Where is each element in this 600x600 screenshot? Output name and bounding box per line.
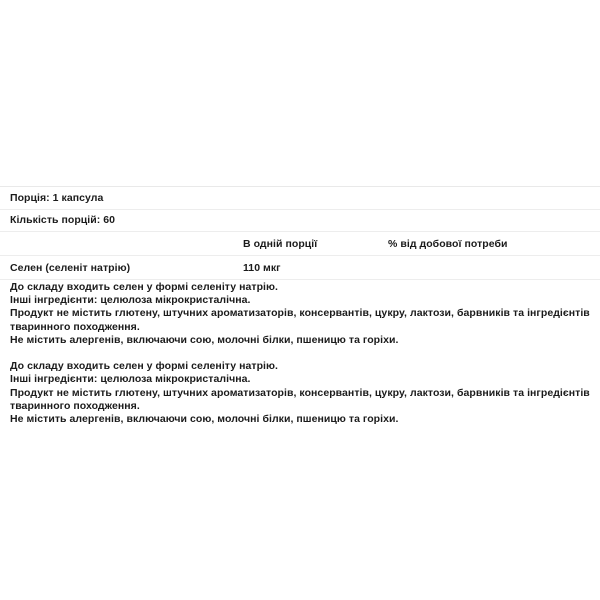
column-header-amount <box>243 232 388 256</box>
supplement-facts-table <box>0 186 600 280</box>
table-row-servings-per-container <box>0 209 600 232</box>
note-line-composition: До складу входить селен у формі селеніту натрію. <box>10 360 278 373</box>
nutrient-name-cell <box>0 256 243 280</box>
nutrient-name-text: Селен (селеніт натрію) <box>10 261 131 274</box>
ingredient-note-block <box>10 360 590 426</box>
column-header-daily-value-text: % від добової потреби <box>388 237 508 250</box>
servings-per-container-text: Кількість порцій: 60 <box>10 214 116 227</box>
column-header-daily-value <box>388 232 600 256</box>
ingredient-note-block <box>10 281 590 347</box>
note-line-free-from: Продукт не містить глютену, штучних ароматизаторів, консервантів, цукру, лактози, барвників та інгредієнтів тваринного походження. <box>10 307 590 333</box>
column-header-amount-text: В одній порції <box>243 237 318 250</box>
servings-amount-cell <box>243 209 388 232</box>
serving-size-label <box>0 187 243 210</box>
supplement-facts-panel <box>0 186 590 280</box>
nutrient-amount-text: 110 мкг <box>243 261 281 274</box>
serving-size-text: Порція: 1 капсула <box>10 191 104 204</box>
serving-size-dv-cell <box>388 187 600 210</box>
note-line-other-ingredients: Інші інгредієнти: целюлоза мікрокристалічна. <box>10 373 251 386</box>
nutrient-amount-cell <box>243 256 388 280</box>
servings-dv-cell <box>388 209 600 232</box>
note-line-allergens: Не містить алергенів, включаючи сою, молочні білки, пшеницю та горіхи. <box>10 333 399 346</box>
note-line-free-from: Продукт не містить глютену, штучних ароматизаторів, консервантів, цукру, лактози, барвників та інгредієнтів тваринного походження. <box>10 386 590 412</box>
table-row-serving-size <box>0 187 600 210</box>
ingredient-notes <box>10 281 590 426</box>
table-header-row <box>0 232 600 256</box>
note-line-composition: До складу входить селен у формі селеніту натрію. <box>10 281 278 293</box>
column-header-nutrient <box>0 232 243 256</box>
table-row <box>0 256 600 280</box>
note-line-other-ingredients: Інші інгредієнти: целюлоза мікрокристалічна. <box>10 294 251 307</box>
servings-per-container-label <box>0 209 243 232</box>
note-line-allergens: Не містить алергенів, включаючи сою, молочні білки, пшеницю та горіхи. <box>10 413 399 426</box>
nutrient-daily-value-cell <box>388 256 600 280</box>
serving-size-amount-cell <box>243 187 388 210</box>
